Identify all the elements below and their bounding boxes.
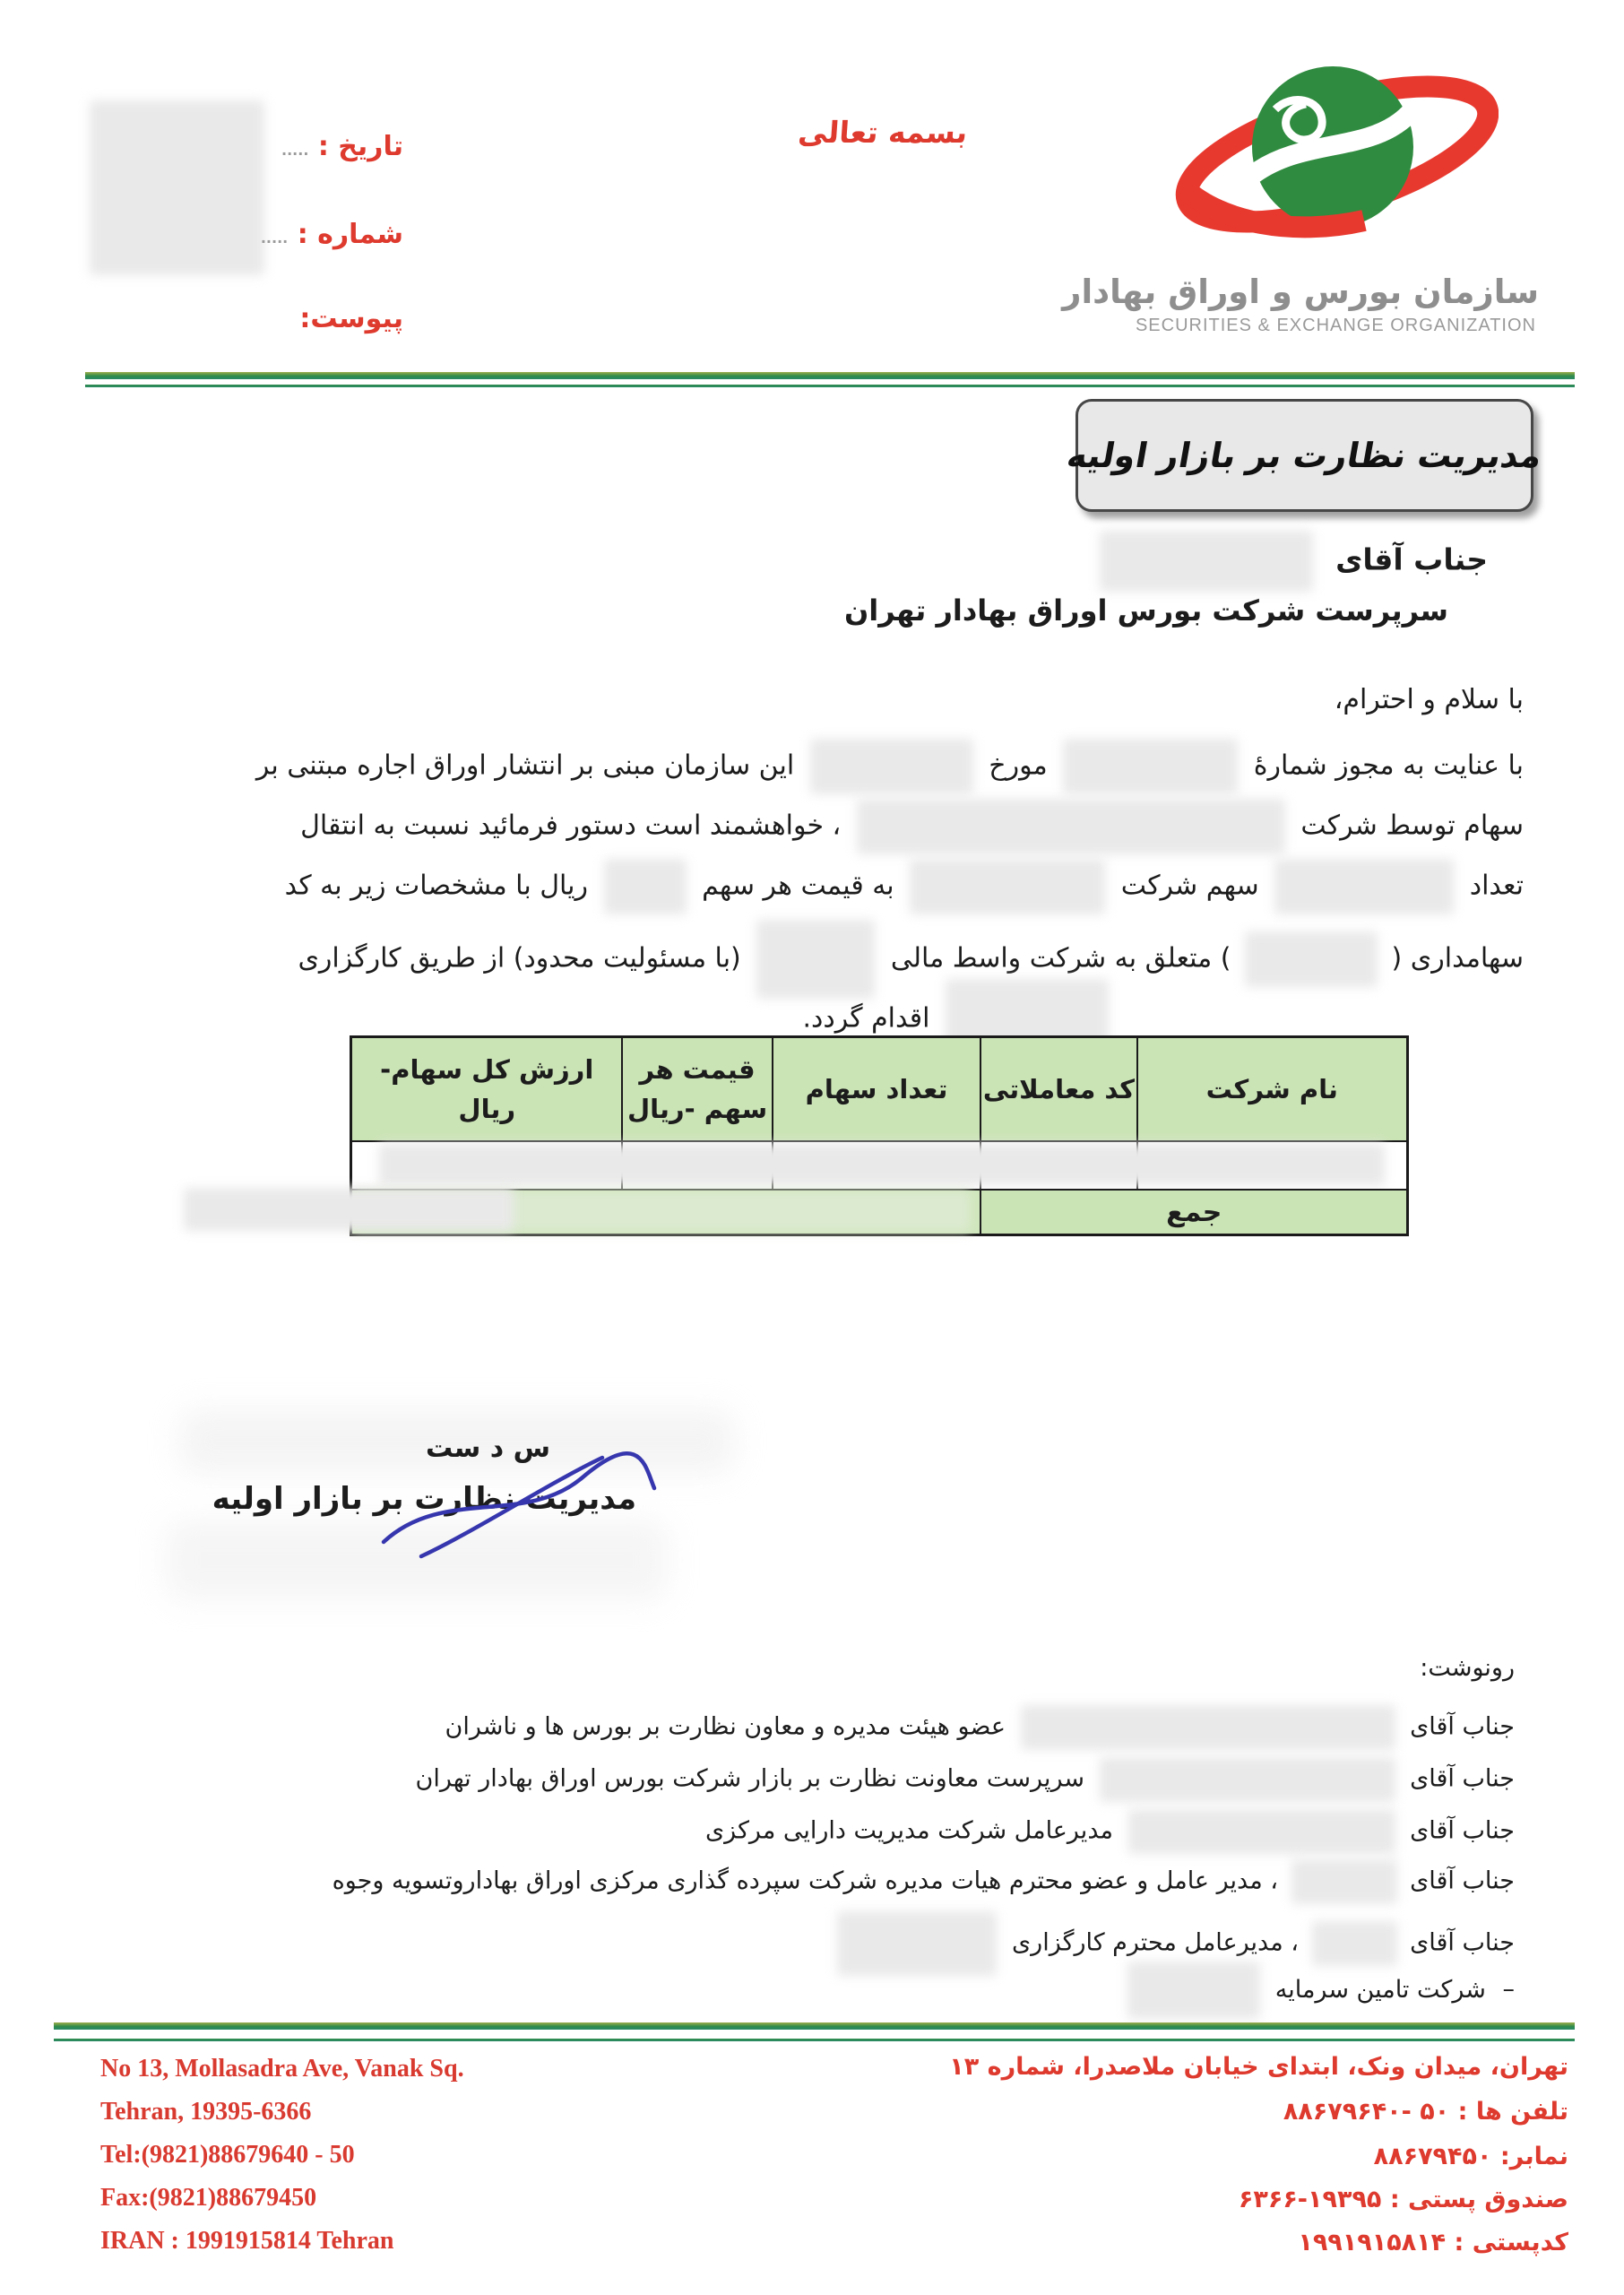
redacted-cc-name-2 [1100, 1757, 1395, 1802]
date-label: تاریخ : [317, 131, 403, 162]
signature-title: مدیریت نظارت بر بازار اولیه [212, 1481, 636, 1517]
redacted-permit-date [810, 739, 973, 794]
footer-en-fax: Fax:(9821)88679450 [100, 2184, 317, 2212]
redacted-cc-fund [1127, 1962, 1260, 2019]
bismillah: بسمه تعالی [797, 115, 969, 150]
cc-suffix: شرکت تامین سرمایه [1274, 1975, 1486, 2004]
header-share-price: قیمت هر سهم -ریال [621, 1038, 771, 1140]
body-line-4 [285, 859, 1524, 914]
footer-fa-pobox: صندوق پستی : ۱۹۳۹۵-۶۳۶۶ [1238, 2186, 1568, 2213]
body-l3b: ، خواهشمند است دستور فرمائید نسبت به انتقال [300, 810, 842, 842]
footer-en-address: No 13, Mollasadra Ave, Vanak Sq. [100, 2055, 464, 2083]
department-title-box [1064, 399, 1545, 512]
body-l5c: (با مسئولیت محدود) از طریق کارگزاری [298, 942, 741, 974]
footer-separator-thin [54, 2039, 1575, 2041]
total-label-cell: جمع [980, 1189, 1406, 1234]
body-l4a: تعداد [1469, 870, 1524, 902]
attachment-label: پیوست: [299, 303, 403, 334]
body-l6: اقدام گردد. [802, 1002, 930, 1035]
cc-prefix: جناب آقای [1410, 1816, 1515, 1845]
cc-item-3 [705, 1809, 1515, 1854]
header-share-count: تعداد سهام [772, 1038, 980, 1140]
header-ticker-code: کد معاملاتی [980, 1038, 1136, 1140]
footer-en-tel: Tel:(9821)88679640 - 50 [100, 2141, 355, 2169]
redacted-share-count [1274, 859, 1454, 914]
redacted-company-name [857, 799, 1285, 854]
attachment-label-row [299, 303, 403, 334]
org-name-en: SECURITIES & EXCHANGE ORGANIZATION [1135, 316, 1536, 335]
body-l2b: مورخ [989, 749, 1048, 782]
cc-item-6 [1120, 1962, 1515, 2019]
cc-prefix: جناب آقای [1410, 1764, 1515, 1793]
body-l4c: به قیمت هر سهم [702, 870, 894, 902]
cc-item-2 [415, 1757, 1515, 1802]
date-label-row [281, 131, 403, 162]
cc-item-1 [445, 1705, 1515, 1750]
redacted-company-name-2 [910, 859, 1105, 914]
number-label: شماره : [297, 219, 403, 250]
table-header-row [352, 1038, 1406, 1140]
date-dots: ..... [281, 142, 309, 159]
redacted-cc-name-5 [1312, 1921, 1397, 1966]
footer-fa-zip: کدپستی : ۱۹۹۱۹۱۵۸۱۴ [1298, 2229, 1568, 2256]
footer-fa-fax: نمابر: ۸۸۶۷۹۴۵۰ [1373, 2143, 1568, 2170]
redacted-shareholder-code [1245, 931, 1378, 987]
cc-prefix: جناب آقای [1410, 1928, 1515, 1957]
footer-en-postal: IRAN : 1991915814 Tehran [100, 2227, 394, 2255]
body-l4d: ریال با مشخصات زیر به کد [284, 870, 588, 902]
cc-dash: – [1502, 1975, 1515, 2004]
body-l3a: سهام توسط شرکت [1300, 810, 1524, 842]
cc-suffix: ، مدیر عامل و عضو محترم هیات مدیره شرکت سپرده گذاری مرکزی اوراق بهاداروتسویه وجوه [332, 1866, 1278, 1895]
redacted-cc-name-4 [1291, 1859, 1397, 1904]
redacted-permit-number [1063, 739, 1238, 794]
redacted-table-row [379, 1144, 1385, 1185]
table-data-row [352, 1140, 1406, 1189]
cc-suffix: سرپرست معاونت نظارت بر بازار شرکت بورس اوراق بهادار تهران [415, 1764, 1084, 1793]
redacted-region-below-table [184, 1188, 514, 1231]
department-title: مدیریت نظارت بر بازار اولیه [1064, 436, 1545, 475]
cc-item-4 [333, 1859, 1515, 1904]
header-separator-thin [85, 385, 1575, 387]
body-line-3 [300, 799, 1524, 854]
footer-fa-address: تهران، میدان ونک، ابتدای خیابان ملاصدرا، شماره ۱۳ [949, 2053, 1568, 2081]
signature-scribble-icon [358, 1442, 672, 1567]
cc-prefix: جناب آقای [1410, 1712, 1515, 1741]
body-l2a: با عنایت به مجوز شمارهٔ [1253, 749, 1524, 782]
body-l4b: سهم شرکت [1120, 870, 1259, 902]
body-line-2 [256, 739, 1524, 794]
cc-label: رونوشت: [1420, 1654, 1515, 1682]
recipient-name-line [1087, 531, 1488, 592]
redacted-cc-name-3 [1128, 1809, 1395, 1854]
cc-suffix: مدیرعامل شرکت مدیریت دارایی مرکزی [705, 1816, 1113, 1845]
header-separator-thick [85, 372, 1575, 379]
header-company-name: نام شرکت [1136, 1038, 1406, 1140]
redacted-cc-broker [837, 1911, 997, 1976]
number-label-row [261, 219, 403, 250]
signature-pretext: س د ست [426, 1433, 550, 1464]
redacted-recipient-name [1100, 531, 1313, 592]
footer-separator-thick [54, 2022, 1575, 2030]
cc-suffix: عضو هیئت مدیره و معاون نظارت بر بورس ها و ناشران [445, 1712, 1006, 1741]
cc-prefix: جناب آقای [1410, 1866, 1515, 1895]
seo-logo-icon [1171, 47, 1499, 266]
header-total-value: ارزش کل سهام-ریال [352, 1038, 621, 1140]
number-dots: ..... [260, 230, 289, 247]
redacted-cc-name-1 [1021, 1705, 1395, 1750]
redacted-share-price [604, 859, 687, 914]
footer-fa-tel: تلفن ها : ۵۰ -۸۸۶۷۹۶۴۰ [1283, 2098, 1568, 2126]
body-l5a: سهامداری ( [1391, 942, 1524, 974]
recipient-salutation: جناب آقای [1335, 541, 1488, 577]
body-greeting: با سلام و احترام، [1334, 684, 1524, 715]
recipient-position: سرپرست شرکت بورس اوراق بهادار تهران [843, 593, 1448, 628]
redacted-region [90, 100, 264, 275]
org-name-fa: سازمان بورس و اوراق بهادار [1062, 273, 1539, 311]
body-l2c: این سازمان مبنی بر انتشار اوراق اجاره مبتنی بر [255, 749, 795, 782]
body-l5b: ) متعلق به شرکت واسط مالی [890, 942, 1231, 974]
cc-suffix: ، مدیرعامل محترم کارگزاری [1012, 1928, 1299, 1957]
footer-en-city: Tehran, 19395-6366 [100, 2098, 312, 2126]
